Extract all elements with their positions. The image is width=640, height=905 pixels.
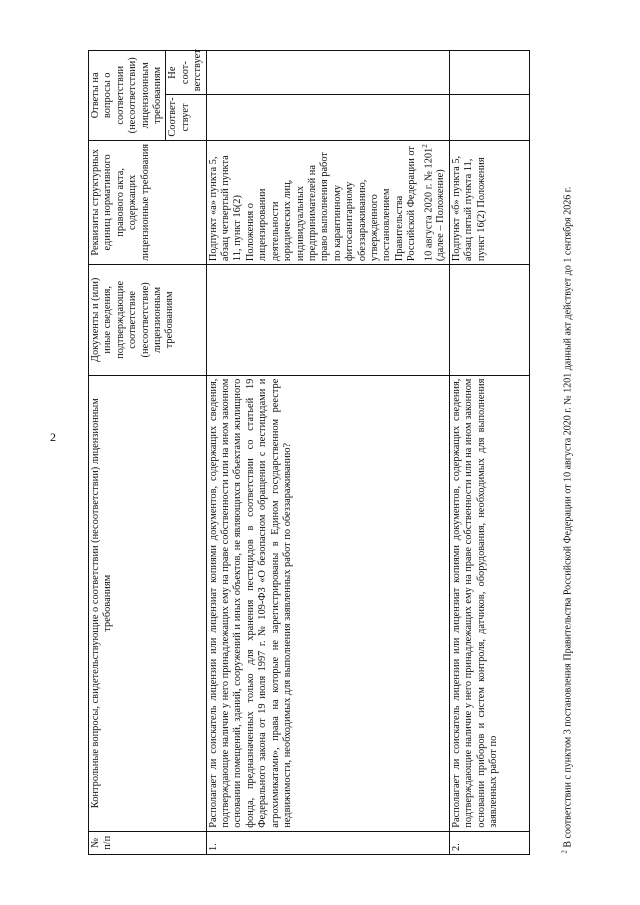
header-answers: Ответы на вопросы о соответствии (несоответствии) лицензионным требованиям xyxy=(89,51,166,141)
footnote-mark: 2 xyxy=(560,850,569,854)
row-question: Располагает ли соискатель лицензии или лицензиат копиями документов, содержащих сведения, подтверждающие наличие у него принадлежащих ему на праве собственности или на ином законном основании приборов и систем контроля, датчиков, оборудования, необходимых для выполнения заявленных работ по xyxy=(449,375,529,831)
header-requisites: Реквизиты структурных единиц нормативного правового акта, содержащих лицензионные требования xyxy=(89,140,207,264)
header-answer-yes: Соответ- ствует xyxy=(166,95,206,140)
row-requisites-text: Подпункт «а» пункта 5, абзац четвертый пункта 11, пункт 16(2) Положения о лицензировании деятельности юридических лиц, индивидуальных предпринимателей на право выполнения работ по карантинному фитосанитарному обеззараживанию, утвержденного постановлением Правительства Российской Федерации от 10 августа 2020 г. № 1201 xyxy=(207,146,435,262)
footnote-text: В соответствии с пунктом 3 постановления Правительства Российской Федерации от 10 августа 2020 г. № 1201 данный акт действует до 1 сентября 2026 г. xyxy=(562,186,574,851)
footnote xyxy=(556,50,578,855)
row-question: Располагает ли соискатель лицензии или лицензиат копиями документов, содержащих сведения, подтверждающие наличие у него принадлежащих ему на праве собственности или на ином законном основании помещений, зданий, сооружений и иных объектов, не являющихся объектами жилищного фонда, предназначенных только для хранения пестицидов в соответствии со статьей 19 Федерального закона от 19 июля 1997 г. № 109-ФЗ «О безопасном обращении с пестицидами и агрохимикатами», права на которые не зарегистрированы в Едином государственном реестре недвижимости, необходимых для выполнения заявленных работ по обеззараживанию? xyxy=(206,375,449,831)
row-answer-yes[interactable] xyxy=(206,95,449,140)
header-documents: Документы и (или) иные сведения, подтверждающие соответствие (несоответствие) лицензионным требованиям xyxy=(89,265,207,376)
footnote-ref: 2 xyxy=(420,144,429,148)
row-requisites xyxy=(206,140,449,264)
row-requisites: Подпункт «б» пункта 5, абзац пятый пункта 11, пункт 16(2) Положения xyxy=(449,140,529,264)
row-answer-no[interactable] xyxy=(449,51,529,95)
header-question: Контрольные вопросы, свидетельствующие о соответствии (несоответствии) лицензионным требованиям xyxy=(89,375,207,831)
header-num: № п/п xyxy=(89,831,207,854)
row-answer-no[interactable] xyxy=(206,51,449,95)
table-row xyxy=(449,51,529,855)
header-row xyxy=(89,51,166,855)
row-documents xyxy=(206,265,449,376)
row-num: 2. xyxy=(449,831,529,854)
row-requisites-tail: (далее – Положение) xyxy=(435,169,447,262)
requirements-table-wrapper xyxy=(88,50,540,855)
table-row xyxy=(206,51,449,855)
row-num: 1. xyxy=(206,831,449,854)
page-number: 2 xyxy=(50,430,56,444)
rotated-table-container xyxy=(88,50,540,855)
requirements-table xyxy=(88,50,530,855)
row-answer-yes[interactable] xyxy=(449,95,529,140)
header-answer-no: Не соот- ветствует xyxy=(166,51,206,95)
row-documents xyxy=(449,265,529,376)
footnote-text-line xyxy=(560,64,573,854)
